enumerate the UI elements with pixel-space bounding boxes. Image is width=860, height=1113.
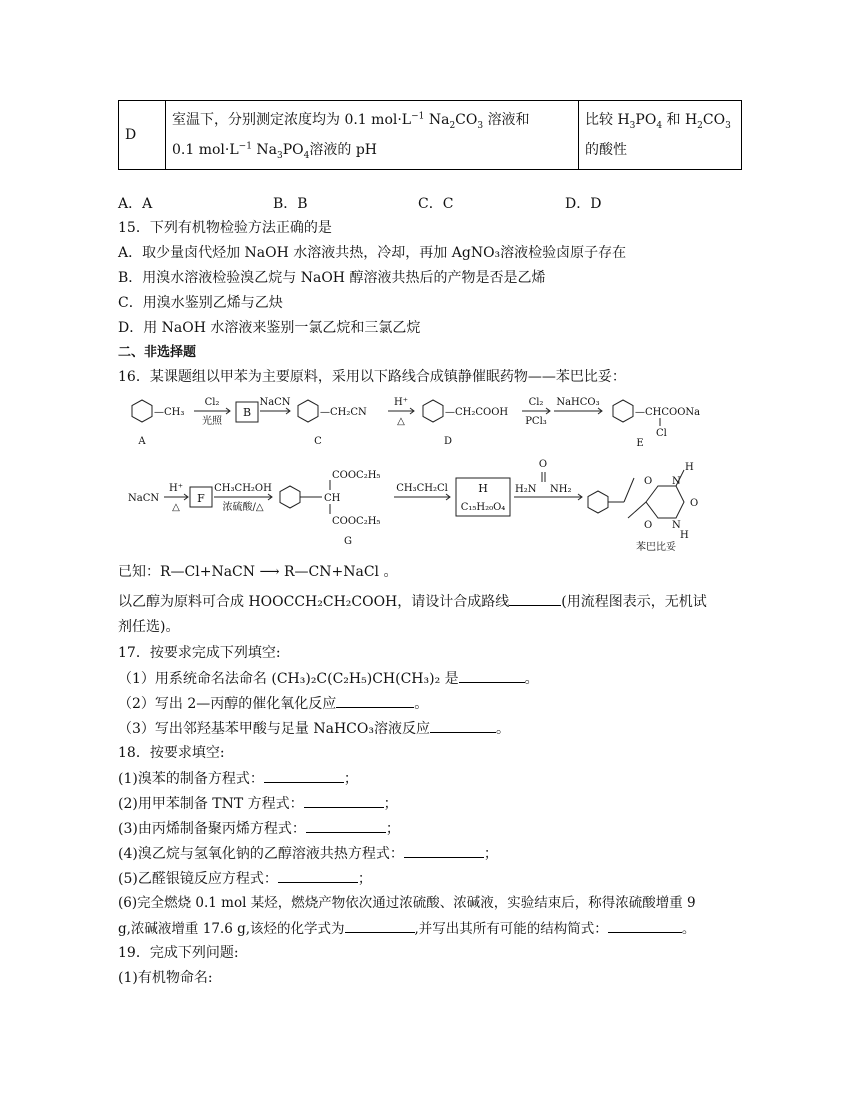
q18-stem: 18．按要求填空: <box>118 745 225 761</box>
answer-blank[interactable] <box>304 793 384 808</box>
q17-item-3: （3）写出邻羟基苯甲酸与足量 NaHCO₃溶液反应 。 <box>118 718 510 739</box>
a-substituent: —CH₃ <box>154 407 185 418</box>
section-heading: 二、非选择题 <box>118 345 197 360</box>
product-o-top: O <box>644 476 653 487</box>
g-ester-top: COOC₂H₅ <box>332 470 381 481</box>
q19-stem: 19．完成下列问题: <box>118 945 239 961</box>
g-ch: CH <box>324 493 341 504</box>
reagent-3-top: H⁺ <box>394 397 408 408</box>
label-a: A <box>138 436 146 447</box>
answer-blank[interactable] <box>264 768 344 783</box>
product-label: 苯巴比妥 <box>636 542 676 552</box>
barbiturate-ring <box>646 486 684 518</box>
g-ester-bottom: COOC₂H₅ <box>332 516 381 527</box>
product-n-top: N <box>672 476 681 487</box>
q15-option-c[interactable]: C．用溴水鉴别乙烯与乙炔 <box>118 295 283 311</box>
answer-blank[interactable] <box>509 591 561 606</box>
choice-b[interactable]: B．B <box>273 196 308 212</box>
answer-blank[interactable] <box>336 693 414 708</box>
urea-right: NH₂ <box>550 484 572 495</box>
benzene-ring-g <box>280 486 300 508</box>
reagent-8-top: CH₃CH₂Cl <box>396 483 448 494</box>
q16-known: 已知：R—Cl+NaCN ⟶ R—CN+NaCl 。 <box>118 564 398 580</box>
reagent-4-bottom: PCl₃ <box>525 416 547 427</box>
answer-blank[interactable] <box>608 918 682 933</box>
q16-stem: 16．某课题组以甲苯为主要原料，采用以下路线合成镇静催眠药物——苯巴比妥： <box>118 369 626 385</box>
product-n-bottom: N <box>672 520 681 531</box>
box-b-label: B <box>242 406 252 419</box>
q15-option-b[interactable]: B．用溴水溶液检验溴乙烷与 NaOH 醇溶液共热后的产物是否是乙烯 <box>118 270 546 286</box>
reagent-1-top: Cl₂ <box>204 397 220 408</box>
q16-task: 以乙醇为原料可合成 HOOCCH₂CH₂COOH，请设计合成路线 (用流程图表示，无机试 <box>118 591 707 612</box>
q15-option-a[interactable]: A．取少量卤代烃加 NaOH 水溶液共热，冷却，再加 AgNO₃溶液检验卤原子存在 <box>118 245 627 261</box>
synthesis-scheme-1 <box>118 390 742 448</box>
option-table <box>118 100 742 170</box>
option-d-label: D <box>119 101 166 170</box>
reagent-7-top: CH₃CH₂OH <box>214 483 272 494</box>
benzene-ring-c <box>298 400 318 422</box>
q19-item-1: (1)有机物命名: <box>118 970 213 986</box>
reagent-1-bottom: 光照 <box>202 416 222 427</box>
answer-blank[interactable] <box>404 843 484 858</box>
product-h-bottom: H <box>680 530 689 541</box>
answer-blank[interactable] <box>278 868 358 883</box>
q17-item-2: （2）写出 2—丙醇的催化氧化反应 。 <box>118 693 428 714</box>
e-chlorine: Cl <box>656 428 667 439</box>
option-d-procedure: 室温下，分别测定浓度均为 0.1 $mol\cdot L^{-1}$ $Na_2CO_3$ 溶液和 0.1 $mol\cdot L^{-1}$ $Na_3PO_4$溶液的 pH <box>166 101 579 170</box>
e-substituent: —CHCOONa <box>635 407 701 418</box>
q15-stem: 15．下列有机物检验方法正确的是 <box>118 220 332 236</box>
answer-blank[interactable] <box>430 718 496 733</box>
urea-oxygen: O <box>538 459 548 470</box>
box-h-formula: C₁₅H₂₀O₄ <box>460 502 506 513</box>
label-d: D <box>443 436 453 447</box>
reagent-5-top: NaHCO₃ <box>556 397 600 408</box>
benzene-ring-d <box>423 400 443 422</box>
choice-a[interactable]: A．A <box>118 196 153 212</box>
product-o-right: O <box>690 498 699 509</box>
option-d-purpose: 比较 $H_3PO_4$ 和 $H_2CO_3$ 的酸性 <box>579 101 742 170</box>
reagent-2-top: NaCN <box>259 397 291 408</box>
product-o-bottom: O <box>644 520 653 531</box>
label-e: E <box>636 438 644 448</box>
product-h-top: H <box>685 462 694 473</box>
benzene-ring-e <box>613 400 633 422</box>
benzene-ring-product <box>588 491 608 513</box>
q18-item-3: (3)由丙烯制备聚丙烯方程式： ； <box>118 818 400 839</box>
q16-task-cont: 剂任选)。 <box>118 619 180 635</box>
q17-item-1: （1）用系统命名法命名 (CH₃)₂C(C₂H₅)CH(CH₃)₂ 是 。 <box>118 668 539 689</box>
answer-blank[interactable] <box>306 818 386 833</box>
c-substituent: —CH₂CN <box>320 407 367 418</box>
q18-item-5: (5)乙醛银镜反应方程式： ； <box>118 868 372 889</box>
synthesis-scheme-2 <box>118 456 742 552</box>
reagent-7-bottom: 浓硫酸/△ <box>222 502 264 513</box>
box-f-label: F <box>197 492 205 505</box>
choice-c[interactable]: C．C <box>418 196 454 212</box>
q18-item-6-cont: g,浓碱液增重 17.6 g,该烃的化学式为 ,并写出其所有可能的结构简式： 。 <box>118 918 695 939</box>
q18-item-4: (4)溴乙烷与氢氧化钠的乙醇溶液共热方程式： ； <box>118 843 498 864</box>
reagent-6-top: H⁺ <box>169 483 183 494</box>
q15-option-d[interactable]: D．用 NaOH 水溶液来鉴别一氯乙烷和三氯乙烷 <box>118 320 421 336</box>
q17-stem: 17．按要求完成下列填空: <box>118 645 281 661</box>
q18-item-2: (2)用甲苯制备 TNT 方程式： ； <box>118 793 398 814</box>
reagent-6-bottom: △ <box>172 502 180 513</box>
urea-left: H₂N <box>515 484 537 495</box>
reagent-4-top: Cl₂ <box>528 397 544 408</box>
reagent-3-bottom: △ <box>397 416 405 427</box>
label-c: C <box>314 436 322 447</box>
answer-blank[interactable] <box>345 918 415 933</box>
q14-choices <box>118 193 738 213</box>
nacn-reagent: NaCN <box>128 493 160 504</box>
answer-blank[interactable] <box>459 668 525 683</box>
benzene-ring-a <box>132 400 152 422</box>
label-g: G <box>344 536 352 547</box>
box-h-label: H <box>478 482 488 495</box>
q18-item-6: (6)完全燃烧 0.1 mol 某烃，燃烧产物依次通过浓硫酸、浓碱液，实验结束后，称得浓硫酸增重 9 <box>118 895 696 911</box>
choice-d[interactable]: D．D <box>565 196 602 212</box>
d-substituent: —CH₂COOH <box>445 407 509 418</box>
q18-item-1: (1)溴苯的制备方程式： ； <box>118 768 358 789</box>
